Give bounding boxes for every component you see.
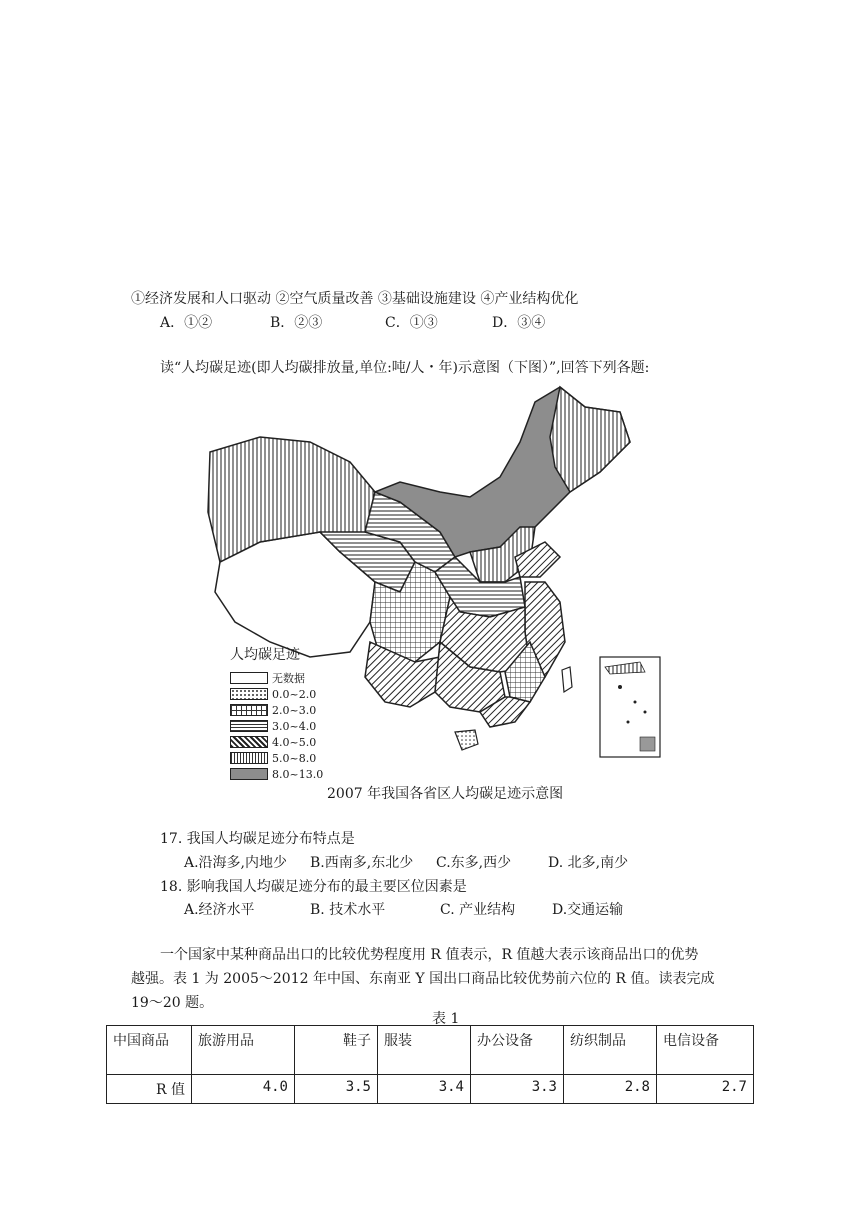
q18-choice-c: C. 产业结构 [440, 902, 516, 918]
passage-line-3: 19～20 题。 [131, 995, 214, 1011]
table-header-cell: 中国商品 [107, 1026, 192, 1075]
choice-b: B．②③ [270, 315, 323, 331]
choice-d: D．③④ [492, 315, 546, 331]
legend-swatch-vlines [230, 752, 268, 764]
region-northeast [550, 387, 630, 492]
legend-item: 5.0~8.0 [230, 750, 323, 766]
map-caption: 2007 年我国各省区人均碳足迹示意图 [327, 786, 564, 802]
table-cell: 3.3 [471, 1075, 564, 1104]
region-hainan [455, 730, 478, 750]
q17-choice-c: C.东多,西少 [436, 855, 512, 871]
legend-item: 8.0~13.0 [230, 766, 323, 782]
table-title: 表 1 [432, 1011, 460, 1027]
region-taiwan [562, 667, 572, 692]
legend-item: 无数据 [230, 670, 323, 686]
comparative-advantage-table [106, 1025, 754, 1104]
q17-choice-b: B.西南多,东北少 [310, 855, 414, 871]
table-row [107, 1075, 754, 1104]
table-header-row [107, 1026, 754, 1075]
table-cell: 2.8 [564, 1075, 657, 1104]
question-options-line: ①经济发展和人口驱动 ②空气质量改善 ③基础设施建设 ④产业结构优化 [131, 291, 579, 307]
q17-choice-a: A.沿海多,内地少 [184, 855, 288, 871]
choice-c: C．①③ [385, 315, 438, 331]
passage-line-1: 一个国家中某种商品出口的比较优势程度用 R 值表示，R 值越大表示该商品出口的优势 [160, 947, 699, 963]
table-row-label: R 值 [107, 1075, 192, 1104]
table-cell: 2.7 [657, 1075, 754, 1104]
legend-swatch-dots [230, 688, 268, 700]
q18-stem: 18. 影响我国人均碳足迹分布的最主要区位因素是 [160, 879, 467, 895]
q18-choice-b: B. 技术水平 [310, 902, 386, 918]
legend-swatch-gray [230, 768, 268, 780]
table-cell: 3.5 [295, 1075, 378, 1104]
q18-choice-a: A.经济水平 [184, 902, 255, 918]
q17-choice-d: D. 北多,南少 [548, 855, 629, 871]
legend-swatch-grid [230, 704, 268, 716]
legend-swatch-hlines [230, 720, 268, 732]
read-prompt: 读“人均碳足迹(即人均碳排放量,单位:吨/人・年)示意图（下图）”,回答下列各题: [160, 360, 650, 376]
table-header-cell: 旅游用品 [192, 1026, 295, 1075]
table-header-cell: 服装 [378, 1026, 471, 1075]
legend-item: 2.0~3.0 [230, 702, 323, 718]
legend-item: 3.0~4.0 [230, 718, 323, 734]
legend-swatch-none [230, 672, 268, 684]
table-cell: 3.4 [378, 1075, 471, 1104]
legend-title: 人均碳足迹 [230, 647, 300, 663]
table-header-cell: 办公设备 [471, 1026, 564, 1075]
legend-item: 4.0~5.0 [230, 734, 323, 750]
table-header-cell: 鞋子 [295, 1026, 378, 1075]
passage-line-2: 越强。表 1 为 2005～2012 年中国、东南亚 Y 国出口商品比较优势前六位的 R 值。读表完成 [131, 971, 715, 987]
q18-choice-d: D.交通运输 [552, 902, 624, 918]
table-cell: 4.0 [192, 1075, 295, 1104]
q17-stem: 17. 我国人均碳足迹分布特点是 [160, 831, 355, 847]
table-header-cell: 电信设备 [657, 1026, 754, 1075]
table-header-cell: 纺织制品 [564, 1026, 657, 1075]
choice-a: A．①② [160, 315, 213, 331]
map-legend [230, 644, 323, 782]
legend-swatch-diag [230, 736, 268, 748]
legend-item: 0.0~2.0 [230, 686, 323, 702]
